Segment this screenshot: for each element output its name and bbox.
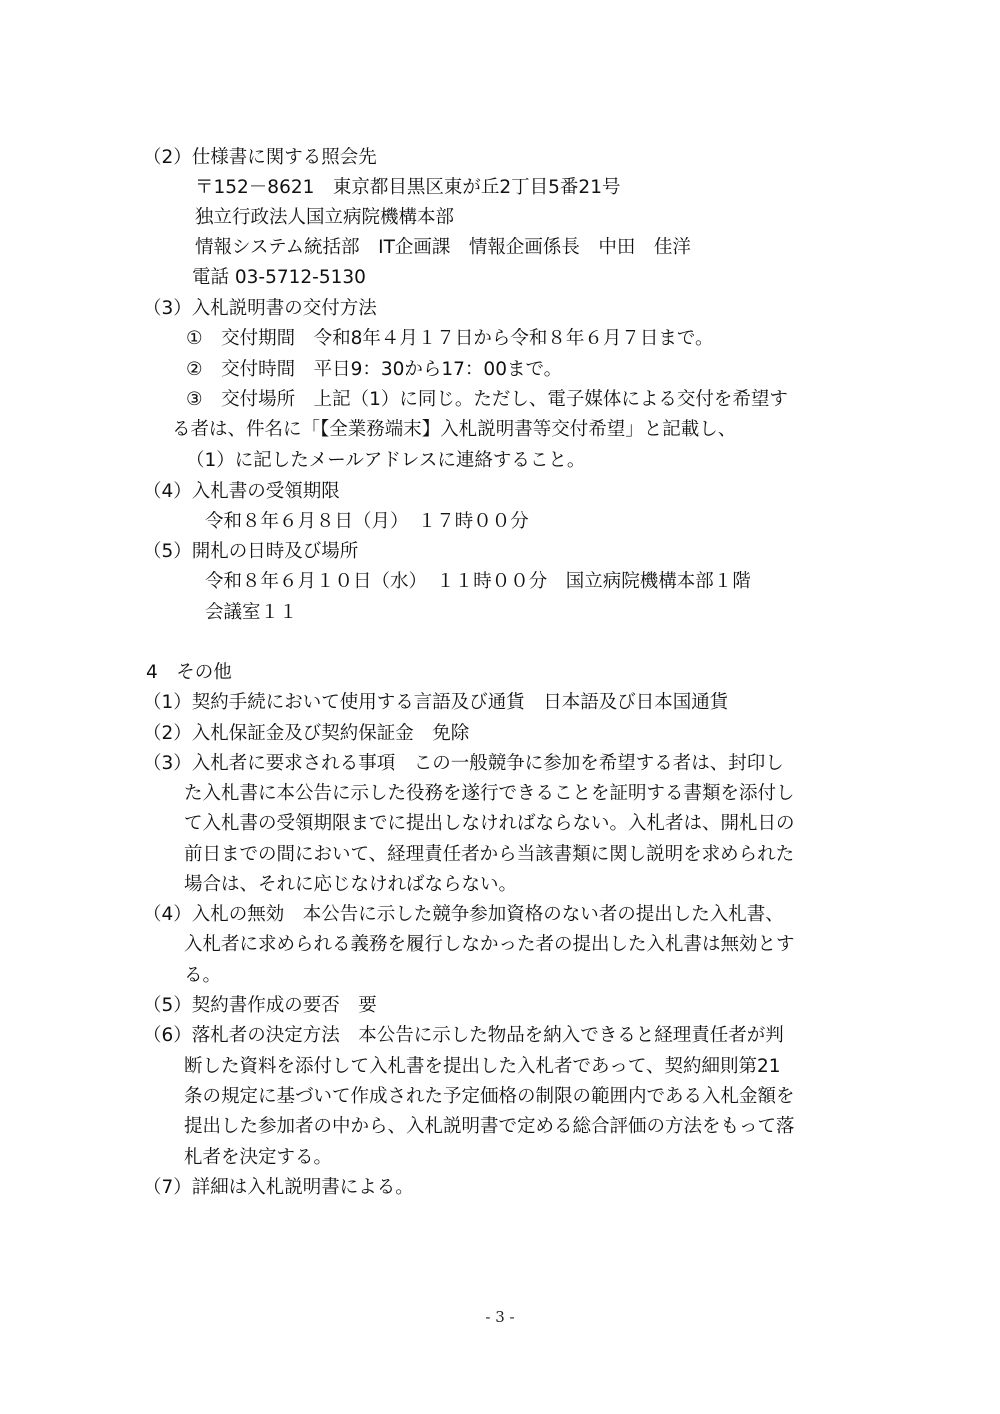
- heading-other: 4 その他: [146, 662, 232, 683]
- other-language-currency: （1）契約手続において使用する言語及び通貨 日本語及び日本国通貨: [143, 692, 729, 713]
- heading-inquiry: （2）仕様書に関する照会先: [143, 147, 377, 168]
- delivery-period: ① 交付期間 令和8年４月１７日から令和８年６月７日まで。: [186, 328, 714, 349]
- other-contract-document: （5）契約書作成の要否 要: [143, 995, 377, 1016]
- other-award-method-line4: 提出した参加者の中から、入札説明書で定める総合評価の方法をもって落: [184, 1116, 795, 1137]
- other-invalid-line3: る。: [184, 965, 222, 986]
- other-deposit: （2）入札保証金及び契約保証金 免除: [143, 723, 470, 744]
- other-invalid-line2: 入札者に求められる義務を履行しなかった者の提出した入札書は無効とす: [184, 934, 795, 955]
- inquiry-telephone: 電話 03-5712-5130: [192, 267, 366, 288]
- other-requirements-line5: 場合は、それに応じなければならない。: [184, 874, 518, 895]
- heading-opening: （5）開札の日時及び場所: [143, 541, 359, 562]
- other-requirements-line2: た入札書に本公告に示した役務を遂行できることを証明する書類を添付し: [184, 783, 795, 804]
- delivery-place-line3: （1）に記したメールアドレスに連絡すること。: [186, 450, 586, 471]
- page-number: - 3 -: [485, 1308, 515, 1326]
- other-award-method-line3: 条の規定に基づいて作成された予定価格の制限の範囲内である入札金額を: [184, 1086, 795, 1107]
- heading-bid-deadline: （4）入札書の受領期限: [143, 481, 340, 502]
- opening-datetime-place: 令和８年６月１０日（水） １１時００分 国立病院機構本部１階: [205, 571, 751, 592]
- other-requirements-line1: （3）入札者に要求される事項 この一般競争に参加を希望する者は、封印し: [143, 753, 784, 774]
- inquiry-organization: 独立行政法人国立病院機構本部: [195, 207, 455, 228]
- opening-room: 会議室１１: [205, 602, 298, 623]
- other-award-method-line5: 札者を決定する。: [184, 1147, 333, 1168]
- bid-deadline-datetime: 令和８年６月８日（月） １７時００分: [205, 511, 529, 532]
- inquiry-postal-address: 〒152－8621 東京都目黒区東が丘2丁目5番21号: [195, 177, 621, 198]
- delivery-place-line2: る者は、件名に「【全業務端末】入札説明書等交付希望」と記載し、: [172, 419, 737, 440]
- delivery-place-line1: ③ 交付場所 上記（1）に同じ。ただし、電子媒体による交付を希望す: [186, 389, 788, 410]
- heading-delivery-method: （3）入札説明書の交付方法: [143, 298, 377, 319]
- other-invalid-line1: （4）入札の無効 本公告に示した競争参加資格のない者の提出した入札書、: [143, 904, 784, 925]
- other-requirements-line4: 前日までの間において、経理責任者から当該書類に関し説明を求められた: [184, 844, 795, 865]
- delivery-time: ② 交付時間 平日9：30から17：00まで。: [186, 359, 563, 380]
- other-award-method-line1: （6）落札者の決定方法 本公告に示した物品を納入できると経理責任者が判: [143, 1025, 784, 1046]
- inquiry-department: 情報システム統括部 IT企画課 情報企画係長 中田 佳洋: [195, 237, 691, 258]
- other-award-method-line2: 断した資料を添付して入札書を提出した入札者であって、契約細則第21: [184, 1056, 781, 1077]
- other-requirements-line3: て入札書の受領期限までに提出しなければならない。入札者は、開札日の: [184, 813, 795, 834]
- other-details: （7）詳細は入札説明書による。: [143, 1177, 414, 1198]
